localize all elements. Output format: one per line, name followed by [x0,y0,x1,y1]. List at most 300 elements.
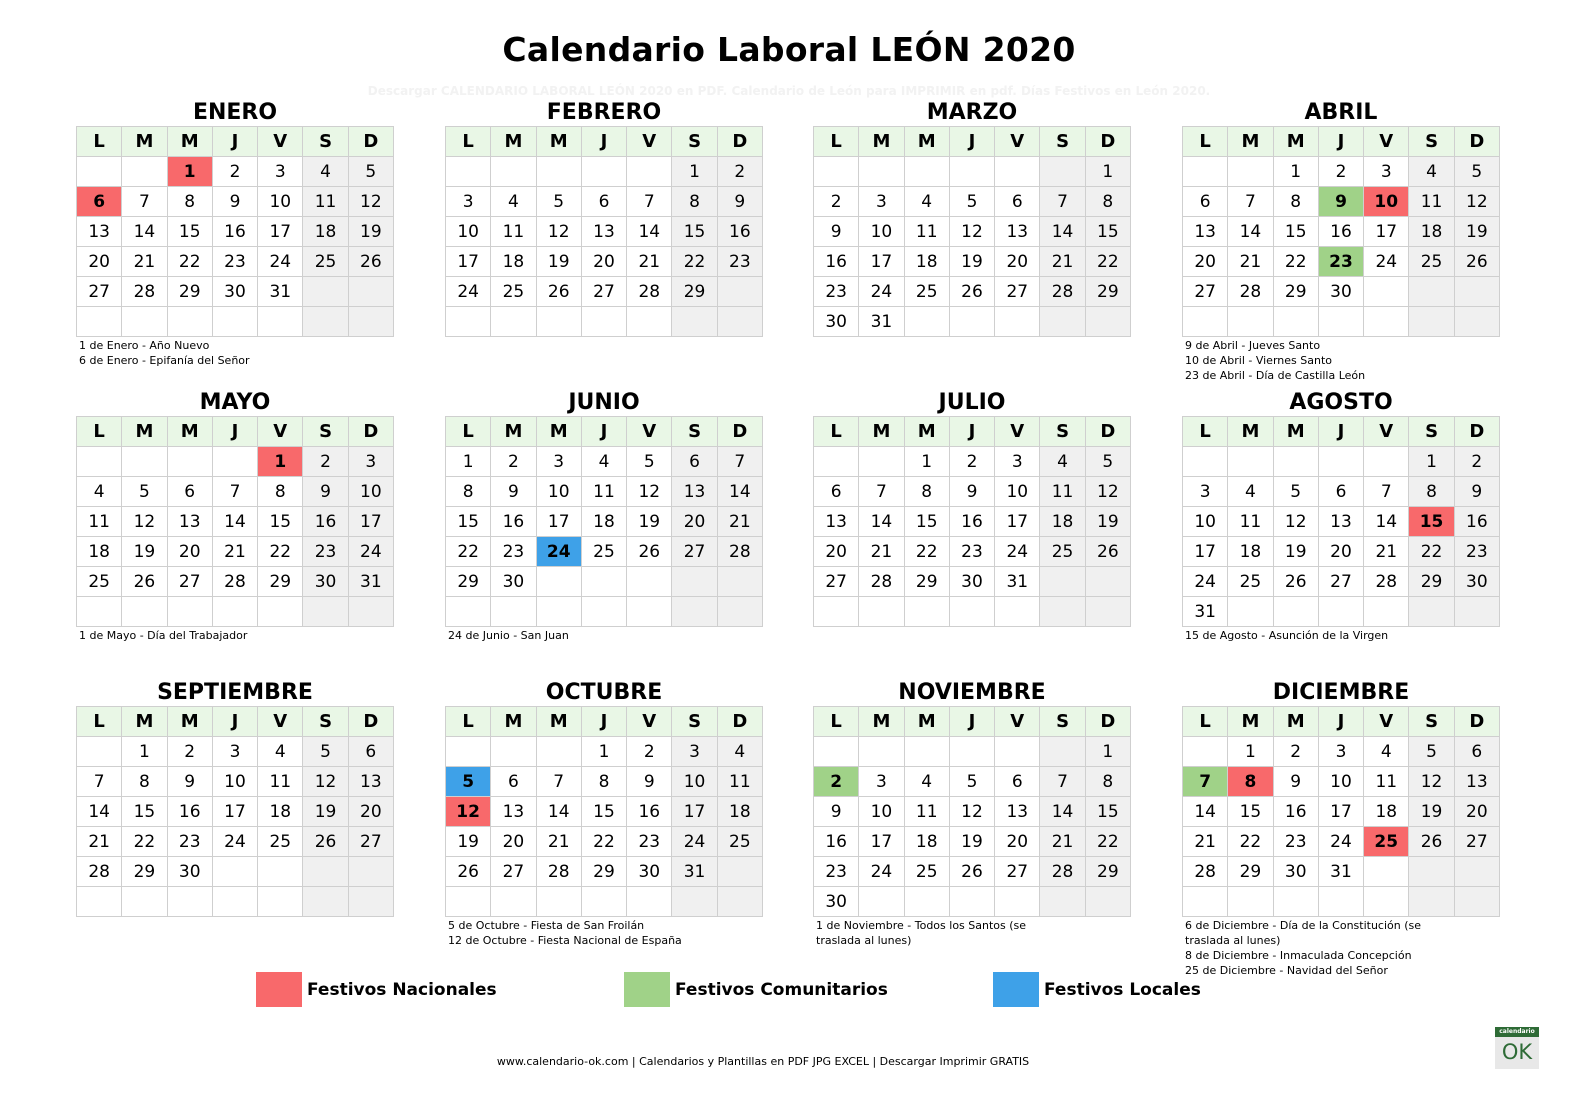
empty-day-cell [949,887,994,917]
weekday-header: J [1318,417,1363,447]
day-cell: 2 [1454,447,1499,477]
day-cell: 15 [1273,217,1318,247]
empty-day-cell [536,567,581,597]
empty-day-cell [1273,307,1318,337]
day-cell: 16 [491,507,536,537]
day-cell: 9 [167,767,212,797]
month-febrero [445,98,763,337]
day-cell: 3 [672,737,717,767]
weekday-header: J [1318,707,1363,737]
calendario-ok-logo[interactable] [1495,1027,1539,1069]
empty-day-cell [212,597,257,627]
day-cell: 28 [1228,277,1273,307]
weekday-header: V [258,707,303,737]
weekday-header: M [536,707,581,737]
day-cell: 2 [212,157,257,187]
day-cell: 27 [672,537,717,567]
holiday-day-cell: 2 [814,767,859,797]
day-cell: 14 [1183,797,1228,827]
empty-day-cell [1364,857,1409,887]
day-cell: 19 [949,247,994,277]
month-table [1182,126,1500,337]
day-cell: 17 [995,507,1040,537]
weekday-header: V [258,417,303,447]
day-cell: 7 [1364,477,1409,507]
day-cell: 30 [814,307,859,337]
day-cell: 20 [995,827,1040,857]
weekday-header: V [627,127,672,157]
weekday-header: S [1040,127,1085,157]
empty-day-cell [717,857,762,887]
holiday-note: 1 de Enero - Año Nuevo [79,339,210,352]
empty-day-cell [859,157,904,187]
empty-day-cell [122,447,167,477]
day-cell: 5 [303,737,348,767]
day-cell: 26 [949,277,994,307]
day-cell: 13 [491,797,536,827]
day-cell: 8 [258,477,303,507]
empty-day-cell [1318,887,1363,917]
day-cell: 18 [904,827,949,857]
empty-day-cell [122,157,167,187]
empty-day-cell [536,887,581,917]
empty-day-cell [717,277,762,307]
weekday-header: M [1273,417,1318,447]
weekday-header: M [536,417,581,447]
day-cell: 19 [1454,217,1499,247]
day-cell: 12 [1409,767,1454,797]
weekday-header: M [167,127,212,157]
weekday-header: V [995,127,1040,157]
day-cell: 17 [1364,217,1409,247]
day-cell: 26 [1454,247,1499,277]
holiday-note: 1 de Mayo - Día del Trabajador [79,629,248,642]
day-cell: 27 [348,827,393,857]
month-table [76,416,394,627]
empty-day-cell [536,737,581,767]
day-cell: 11 [303,187,348,217]
day-cell: 5 [348,157,393,187]
day-cell: 25 [581,537,626,567]
weekday-header: M [1228,417,1273,447]
empty-day-cell [1454,307,1499,337]
weekday-header: M [1273,127,1318,157]
month-abril [1182,98,1500,383]
weekday-header: M [491,417,536,447]
day-cell: 18 [1040,507,1085,537]
day-cell: 11 [77,507,122,537]
day-cell: 31 [258,277,303,307]
day-cell: 12 [1273,507,1318,537]
month-name: ENERO [192,100,278,125]
empty-day-cell [859,597,904,627]
month-mayo [76,388,394,643]
weekday-header: D [1454,127,1499,157]
day-cell: 22 [167,247,212,277]
day-cell: 25 [717,827,762,857]
day-cell: 3 [348,447,393,477]
day-cell: 28 [1040,277,1085,307]
holiday-day-cell: 24 [536,537,581,567]
day-cell: 22 [122,827,167,857]
weekday-header: L [77,417,122,447]
month-name: SEPTIEMBRE [157,680,313,705]
day-cell: 10 [446,217,491,247]
day-cell: 8 [904,477,949,507]
day-cell: 26 [1273,567,1318,597]
day-cell: 14 [1228,217,1273,247]
day-cell: 4 [904,187,949,217]
day-cell: 29 [1085,277,1130,307]
day-cell: 7 [859,477,904,507]
day-cell: 14 [77,797,122,827]
day-cell: 28 [1183,857,1228,887]
holiday-note: 8 de Diciembre - Inmaculada Concepción [1185,949,1412,962]
day-cell: 19 [122,537,167,567]
day-cell: 22 [1085,247,1130,277]
empty-day-cell [1040,737,1085,767]
day-cell: 25 [1228,567,1273,597]
month-noviembre [813,678,1131,948]
day-cell: 26 [627,537,672,567]
legend-label-comunitarios: Festivos Comunitarios [675,979,888,1000]
day-cell: 17 [258,217,303,247]
weekday-header: L [446,707,491,737]
day-cell: 4 [258,737,303,767]
day-cell: 23 [1273,827,1318,857]
holiday-notes [76,627,394,643]
month-diciembre [1182,678,1500,978]
empty-day-cell [904,157,949,187]
empty-day-cell [995,307,1040,337]
legend-item-nacionales [256,972,497,1007]
day-cell: 12 [949,797,994,827]
month-name: ABRIL [1304,100,1378,125]
day-cell: 11 [1364,767,1409,797]
empty-day-cell [904,737,949,767]
day-cell: 5 [1409,737,1454,767]
day-cell: 11 [1040,477,1085,507]
month-enero [76,98,394,368]
legend-item-locales [993,972,1201,1007]
day-cell: 29 [904,567,949,597]
day-cell: 21 [212,537,257,567]
empty-day-cell [446,737,491,767]
day-cell: 21 [717,507,762,537]
day-cell: 9 [814,797,859,827]
weekday-header: D [348,417,393,447]
empty-day-cell [1040,157,1085,187]
day-cell: 11 [717,767,762,797]
day-cell: 4 [77,477,122,507]
day-cell: 1 [446,447,491,477]
day-cell: 26 [303,827,348,857]
day-cell: 19 [536,247,581,277]
empty-day-cell [1085,887,1130,917]
day-cell: 24 [446,277,491,307]
day-cell: 10 [995,477,1040,507]
day-cell: 17 [536,507,581,537]
weekday-header: V [1364,127,1409,157]
empty-day-cell [1364,887,1409,917]
day-cell: 3 [1318,737,1363,767]
day-cell: 29 [446,567,491,597]
day-cell: 9 [814,217,859,247]
day-cell: 4 [1409,157,1454,187]
month-septiembre [76,678,394,917]
month-name: OCTUBRE [545,680,663,705]
empty-day-cell [491,887,536,917]
day-cell: 21 [627,247,672,277]
day-cell: 14 [1040,797,1085,827]
day-cell: 2 [717,157,762,187]
empty-day-cell [717,307,762,337]
day-cell: 21 [1040,247,1085,277]
day-cell: 18 [303,217,348,247]
weekday-header: L [446,417,491,447]
weekday-header: J [581,127,626,157]
day-cell: 23 [627,827,672,857]
empty-day-cell [446,887,491,917]
day-cell: 22 [672,247,717,277]
weekday-header: V [258,127,303,157]
holiday-note: 1 de Noviembre - Todos los Santos (se [816,919,1027,932]
empty-day-cell [904,307,949,337]
weekday-header: D [717,707,762,737]
month-table [445,126,763,337]
empty-day-cell [627,157,672,187]
logo-caption: calendario [1495,1027,1539,1037]
empty-day-cell [1454,277,1499,307]
day-cell: 5 [122,477,167,507]
day-cell: 31 [348,567,393,597]
empty-day-cell [949,307,994,337]
day-cell: 6 [581,187,626,217]
day-cell: 27 [581,277,626,307]
day-cell: 25 [491,277,536,307]
month-table [813,126,1131,337]
empty-day-cell [1040,307,1085,337]
day-cell: 7 [77,767,122,797]
day-cell: 3 [212,737,257,767]
day-cell: 27 [167,567,212,597]
day-cell: 15 [1085,797,1130,827]
day-cell: 6 [995,767,1040,797]
day-cell: 31 [859,307,904,337]
month-octubre [445,678,763,948]
day-cell: 16 [212,217,257,247]
empty-day-cell [77,737,122,767]
day-cell: 11 [491,217,536,247]
day-cell: 19 [446,827,491,857]
day-cell: 15 [581,797,626,827]
empty-day-cell [491,157,536,187]
day-cell: 7 [122,187,167,217]
day-cell: 27 [1318,567,1363,597]
day-cell: 28 [212,567,257,597]
day-cell: 12 [1085,477,1130,507]
empty-day-cell [446,597,491,627]
weekday-header: M [1228,707,1273,737]
empty-day-cell [348,597,393,627]
day-cell: 27 [1454,827,1499,857]
day-cell: 17 [672,797,717,827]
empty-day-cell [995,737,1040,767]
weekday-header: L [1183,417,1228,447]
day-cell: 10 [859,217,904,247]
day-cell: 20 [1183,247,1228,277]
month-julio [813,388,1131,627]
month-name: JUNIO [568,390,640,415]
day-cell: 20 [77,247,122,277]
day-cell: 31 [995,567,1040,597]
empty-day-cell [303,887,348,917]
month-junio [445,388,763,643]
day-cell: 20 [348,797,393,827]
day-cell: 3 [536,447,581,477]
empty-day-cell [859,737,904,767]
weekday-header: D [348,707,393,737]
legend-swatch-comunitarios [624,972,670,1007]
day-cell: 9 [717,187,762,217]
day-cell: 16 [303,507,348,537]
empty-day-cell [303,277,348,307]
day-cell: 4 [491,187,536,217]
day-cell: 19 [1273,537,1318,567]
empty-day-cell [348,277,393,307]
day-cell: 25 [1409,247,1454,277]
day-cell: 1 [122,737,167,767]
empty-day-cell [1409,857,1454,887]
day-cell: 3 [1183,477,1228,507]
day-cell: 5 [536,187,581,217]
empty-day-cell [859,447,904,477]
empty-day-cell [904,887,949,917]
weekday-header: D [717,417,762,447]
day-cell: 24 [859,277,904,307]
day-cell: 9 [1273,767,1318,797]
empty-day-cell [1085,567,1130,597]
empty-day-cell [1409,597,1454,627]
day-cell: 22 [258,537,303,567]
day-cell: 5 [1454,157,1499,187]
empty-day-cell [77,887,122,917]
empty-day-cell [1318,307,1363,337]
empty-day-cell [167,307,212,337]
holiday-notes [1182,627,1500,643]
day-cell: 2 [949,447,994,477]
day-cell: 27 [995,277,1040,307]
day-cell: 24 [859,857,904,887]
empty-day-cell [995,887,1040,917]
weekday-header: V [1364,417,1409,447]
day-cell: 23 [303,537,348,567]
day-cell: 18 [258,797,303,827]
empty-day-cell [995,157,1040,187]
holiday-day-cell: 12 [446,797,491,827]
weekday-header: D [348,127,393,157]
day-cell: 23 [814,857,859,887]
holiday-notes [1182,337,1500,383]
day-cell: 24 [212,827,257,857]
day-cell: 30 [814,887,859,917]
day-cell: 20 [167,537,212,567]
day-cell: 6 [814,477,859,507]
month-table [445,416,763,627]
holiday-note: 15 de Agosto - Asunción de la Virgen [1185,629,1389,642]
weekday-header: M [491,707,536,737]
weekday-header: L [446,127,491,157]
day-cell: 26 [348,247,393,277]
weekday-header: M [904,417,949,447]
day-cell: 12 [348,187,393,217]
weekday-header: D [1454,417,1499,447]
day-cell: 17 [859,247,904,277]
day-cell: 18 [1409,217,1454,247]
empty-day-cell [122,307,167,337]
day-cell: 8 [122,767,167,797]
day-cell: 17 [859,827,904,857]
weekday-header: L [1183,127,1228,157]
month-marzo [813,98,1131,337]
empty-day-cell [859,887,904,917]
empty-day-cell [536,307,581,337]
weekday-header: M [122,707,167,737]
empty-day-cell [672,307,717,337]
day-cell: 5 [949,187,994,217]
day-cell: 16 [814,827,859,857]
empty-day-cell [258,857,303,887]
day-cell: 15 [1085,217,1130,247]
day-cell: 27 [995,857,1040,887]
day-cell: 29 [1409,567,1454,597]
weekday-header: M [536,127,581,157]
holiday-note: traslada al lunes) [1185,934,1281,947]
day-cell: 6 [1454,737,1499,767]
empty-day-cell [536,157,581,187]
empty-day-cell [491,307,536,337]
day-cell: 5 [949,767,994,797]
day-cell: 22 [1085,827,1130,857]
day-cell: 6 [1183,187,1228,217]
day-cell: 24 [348,537,393,567]
day-cell: 14 [627,217,672,247]
day-cell: 14 [122,217,167,247]
day-cell: 3 [859,767,904,797]
holiday-note: 24 de Junio - San Juan [448,629,569,642]
empty-day-cell [303,307,348,337]
day-cell: 8 [1273,187,1318,217]
legend-label-locales: Festivos Locales [1044,979,1201,1000]
empty-day-cell [491,597,536,627]
weekday-header: L [814,707,859,737]
day-cell: 18 [491,247,536,277]
weekday-header: J [949,127,994,157]
holiday-note: 6 de Enero - Epifanía del Señor [79,354,250,367]
weekday-header: J [212,707,257,737]
day-cell: 24 [1318,827,1363,857]
empty-day-cell [1409,307,1454,337]
empty-day-cell [167,447,212,477]
day-cell: 10 [536,477,581,507]
day-cell: 9 [627,767,672,797]
day-cell: 6 [1318,477,1363,507]
empty-day-cell [717,597,762,627]
footer-text: www.calendario-ok.com | Calendarios y Plantillas en PDF JPG EXCEL | Descargar Imprimir GRATIS [496,1055,1030,1068]
weekday-header: V [995,417,1040,447]
day-cell: 15 [1228,797,1273,827]
day-cell: 1 [1228,737,1273,767]
